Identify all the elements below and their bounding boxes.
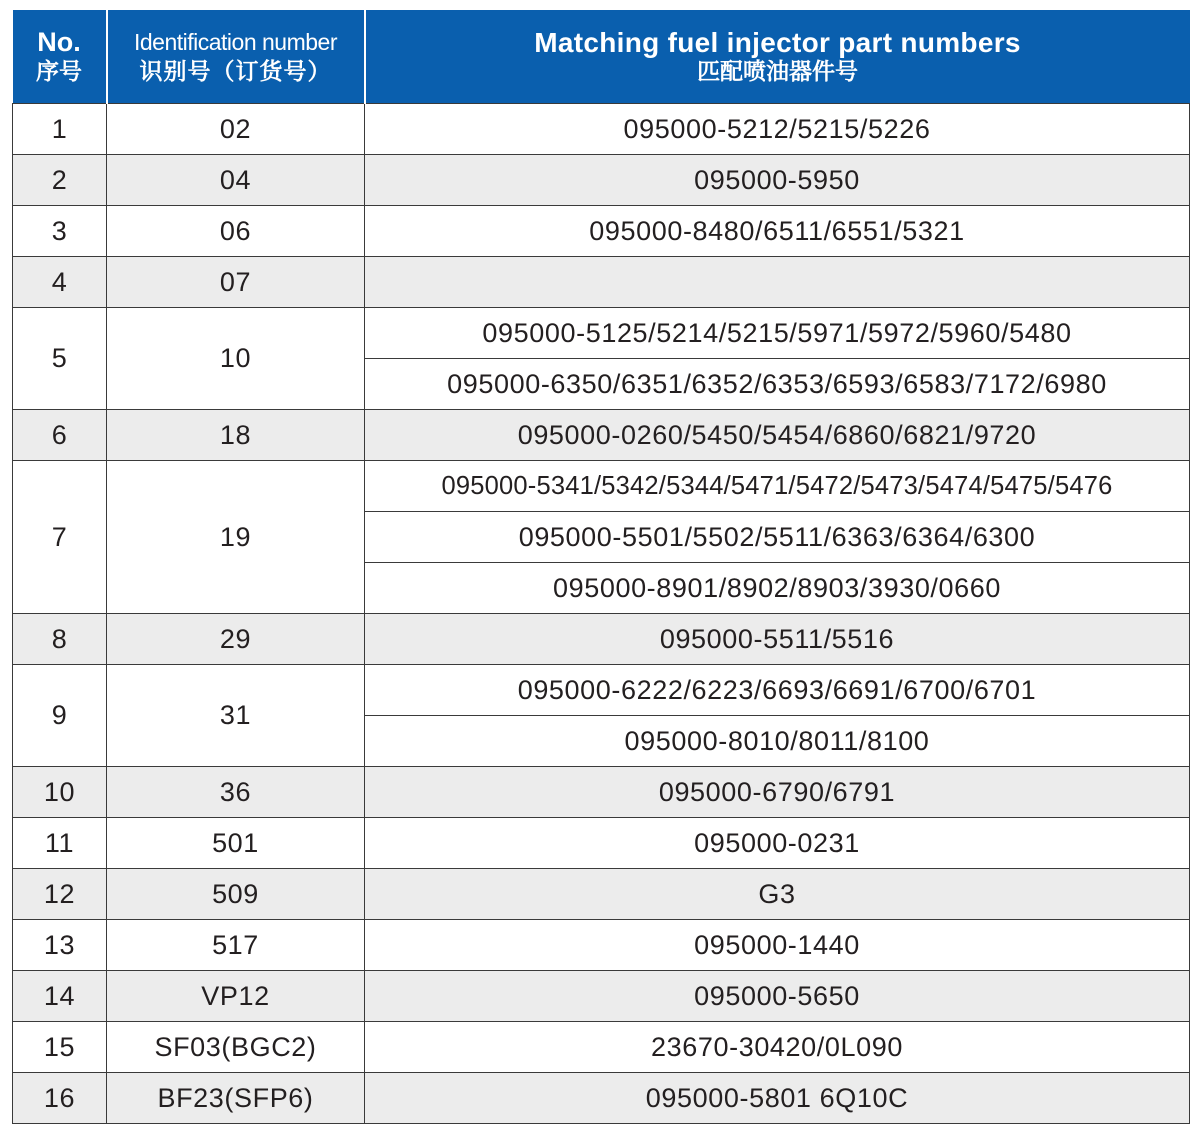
- injector-table: [12, 10, 1190, 1124]
- part-numbers: 095000-0260/5450/5454/6860/6821/9720: [365, 410, 1190, 461]
- header-no-en: No.: [37, 26, 81, 57]
- table-row: [13, 1022, 1190, 1073]
- row-number: 12: [13, 869, 107, 920]
- part-numbers: 095000-5650: [365, 971, 1190, 1022]
- identification-number: 19: [107, 461, 365, 614]
- identification-number: 04: [107, 155, 365, 206]
- row-number: 7: [13, 461, 107, 614]
- table-row: [13, 869, 1190, 920]
- identification-number: 517: [107, 920, 365, 971]
- header-no-zh: 序号: [36, 58, 82, 85]
- row-number: 16: [13, 1073, 107, 1124]
- row-number: 6: [13, 410, 107, 461]
- part-numbers: 095000-1440: [365, 920, 1190, 971]
- header-pn-en: Matching fuel injector part numbers: [534, 26, 1021, 58]
- row-number: 5: [13, 308, 107, 410]
- table-row: [13, 308, 1190, 359]
- part-numbers: 095000-5950: [365, 155, 1190, 206]
- table-row: [13, 155, 1190, 206]
- identification-number: 501: [107, 818, 365, 869]
- part-numbers: 23670-30420/0L090: [365, 1022, 1190, 1073]
- table-row: [13, 971, 1190, 1022]
- table-row: [13, 1073, 1190, 1124]
- table-row: [13, 818, 1190, 869]
- part-numbers: 095000-5125/5214/5215/5971/5972/5960/5480: [365, 308, 1190, 359]
- row-number: 3: [13, 206, 107, 257]
- identification-number: VP12: [107, 971, 365, 1022]
- part-numbers: 095000-0231: [365, 818, 1190, 869]
- table-row: [13, 206, 1190, 257]
- part-numbers: 095000-5341/5342/5344/5471/5472/5473/5474/5475/5476: [365, 461, 1190, 512]
- row-number: 15: [13, 1022, 107, 1073]
- part-numbers: 095000-8480/6511/6551/5321: [365, 206, 1190, 257]
- part-numbers: 095000-6790/6791: [365, 767, 1190, 818]
- header-pn-zh: 匹配喷油器件号: [697, 58, 858, 85]
- row-number: 9: [13, 665, 107, 767]
- table-row: [13, 920, 1190, 971]
- identification-number: 07: [107, 257, 365, 308]
- header-row: [13, 10, 1190, 104]
- header-part-numbers: [365, 10, 1190, 104]
- part-numbers: [365, 257, 1190, 308]
- row-number: 2: [13, 155, 107, 206]
- part-numbers: 095000-5801 6Q10C: [365, 1073, 1190, 1124]
- header-identification: [107, 10, 365, 104]
- header-id-en: Identification number: [133, 28, 337, 55]
- table-body: [13, 104, 1190, 1124]
- identification-number: 31: [107, 665, 365, 767]
- identification-number: SF03(BGC2): [107, 1022, 365, 1073]
- part-numbers: 095000-8901/8902/8903/3930/0660: [365, 563, 1190, 614]
- part-numbers: 095000-5511/5516: [365, 614, 1190, 665]
- table-row: [13, 665, 1190, 716]
- identification-number: BF23(SFP6): [107, 1073, 365, 1124]
- row-number: 4: [13, 257, 107, 308]
- table-row: [13, 257, 1190, 308]
- table-row: [13, 614, 1190, 665]
- header-id-zh: 识别号（订货号）: [139, 58, 332, 85]
- table-row: [13, 767, 1190, 818]
- identification-number: 29: [107, 614, 365, 665]
- table-row: [13, 104, 1190, 155]
- part-numbers: G3: [365, 869, 1190, 920]
- identification-number: 02: [107, 104, 365, 155]
- identification-number: 10: [107, 308, 365, 410]
- part-numbers: 095000-6350/6351/6352/6353/6593/6583/7172/6980: [365, 359, 1190, 410]
- row-number: 14: [13, 971, 107, 1022]
- table-row: [13, 461, 1190, 512]
- row-number: 1: [13, 104, 107, 155]
- identification-number: 509: [107, 869, 365, 920]
- part-numbers: 095000-6222/6223/6693/6691/6700/6701: [365, 665, 1190, 716]
- header-no: [13, 10, 107, 104]
- identification-number: 18: [107, 410, 365, 461]
- identification-number: 36: [107, 767, 365, 818]
- row-number: 8: [13, 614, 107, 665]
- row-number: 10: [13, 767, 107, 818]
- table-row: [13, 410, 1190, 461]
- part-numbers: 095000-5212/5215/5226: [365, 104, 1190, 155]
- row-number: 11: [13, 818, 107, 869]
- row-number: 13: [13, 920, 107, 971]
- part-numbers: 095000-5501/5502/5511/6363/6364/6300: [365, 512, 1190, 563]
- identification-number: 06: [107, 206, 365, 257]
- part-numbers: 095000-8010/8011/8100: [365, 716, 1190, 767]
